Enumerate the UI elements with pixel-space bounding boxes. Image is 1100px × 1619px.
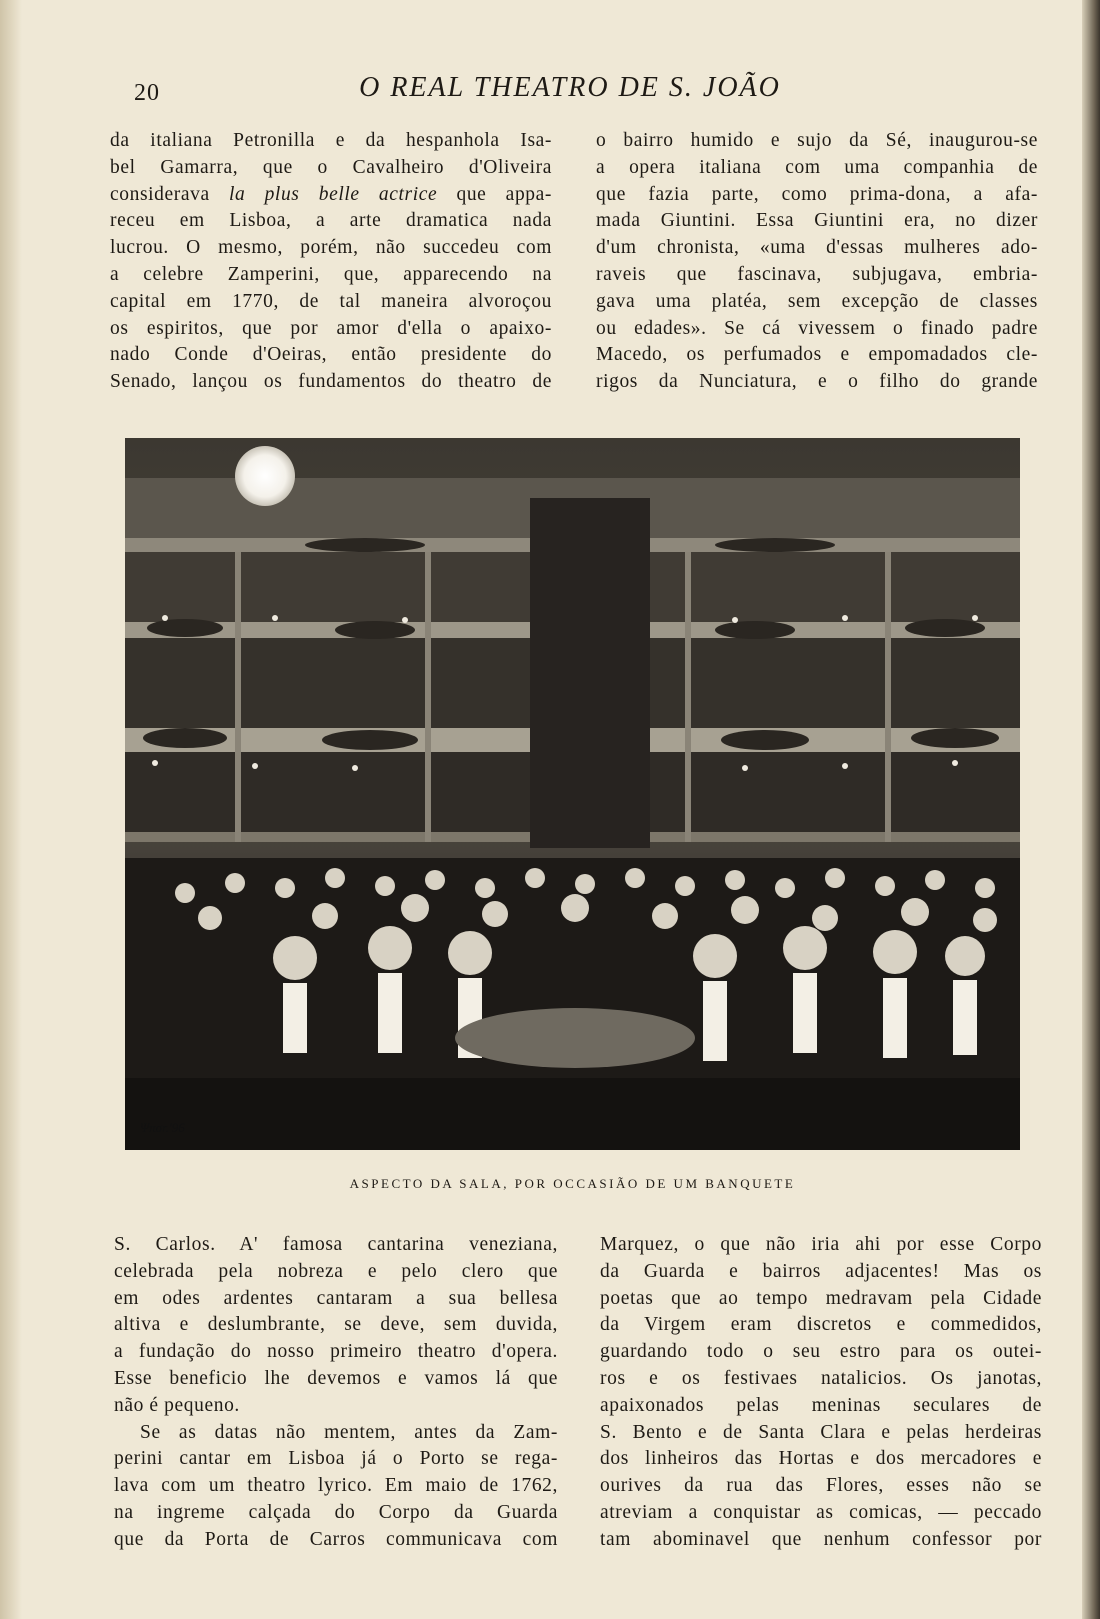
text-line: ourives da rua das Flores, esses não se [600, 1475, 1042, 1497]
text-line: bel Gamarra, que o Cavalheiro d'Oliveira [110, 156, 552, 178]
text-line: na ingreme calçada do Corpo da Guarda [114, 1501, 558, 1523]
text-line: em odes ardentes cantaram a sua bellesa [114, 1287, 558, 1309]
text-line: apaixonados pelas meninas seculares de [600, 1394, 1042, 1416]
text-line: Se as datas não mentem, antes da Zam- [140, 1421, 558, 1443]
text-line: não é pequeno. [114, 1394, 240, 1416]
text-line: que fazia parte, como prima-dona, a afa- [596, 183, 1038, 205]
text-line: os espiritos, que por amor d'ella o apaixo- [110, 317, 552, 339]
theatre-hall-illustration [125, 438, 1020, 1150]
text-line: ros e os festivaes natalicios. Os janotas, [600, 1367, 1042, 1389]
text-line: da Guarda e bairros adjacentes! Mas os [600, 1260, 1042, 1282]
top-right-column [596, 128, 1038, 396]
text-line: Esse beneficio lhe devemos e vamos lá que [114, 1367, 558, 1389]
running-title: O REAL THEATRO DE S. JOÃO [359, 72, 781, 103]
text-line: mada Giuntini. Essa Giuntini era, no dizer [596, 210, 1038, 232]
text-line: ou edades». Se cá vivessem o finado padre [596, 317, 1038, 339]
page-right-edge [1082, 0, 1100, 1619]
lamp-globe [235, 446, 295, 506]
text-line: capital em 1770, de tal maneira alvoroçou [110, 290, 552, 312]
text-line: Marquez, o que não iria ahi por esse Corpo [600, 1234, 1042, 1255]
text-line: celebrada pela nobreza e pelo clero que [114, 1260, 558, 1282]
text-line: da Virgem eram discretos e commedidos, [600, 1314, 1042, 1336]
text-line: S. Carlos. A' famosa cantarina veneziana, [114, 1234, 558, 1255]
photo-caption: ASPECTO DA SALA, POR OCCASIÃO DE UM BANQUETE [349, 1176, 796, 1191]
bottom-left-column [114, 1232, 558, 1554]
photographer-signature: Ψπσr.'96 [140, 1120, 185, 1135]
banquet-guests [125, 858, 1020, 1150]
text-line: tam abominavel que nenhum confessor por [600, 1528, 1042, 1550]
text-line: lucrou. O mesmo, porém, não succedeu com [110, 237, 552, 259]
text-line: d'um chronista, «uma d'essas mulheres ado- [596, 237, 1038, 259]
text-line: da italiana Petronilla e da hespanhola Isa- [110, 130, 552, 151]
bottom-right-column [600, 1232, 1042, 1554]
text-line: guardando todo o seu estro para os outei- [600, 1341, 1042, 1363]
text-line: atreviam a conquistar as comicas, — peccado [600, 1501, 1042, 1523]
text-line: dos linheiros das Hortas e dos mercadores e [600, 1448, 1042, 1470]
text-line: poetas que ao tempo medravam pela Cidade [600, 1287, 1042, 1309]
text-line: rigos da Nunciatura, e o filho do grande [596, 371, 1038, 393]
top-left-column [110, 128, 552, 396]
text-line: a celebre Zamperini, que, apparecendo na [110, 263, 552, 285]
text-line: a fundação do nosso primeiro theatro d'opera. [114, 1341, 558, 1363]
banquet-photograph [125, 438, 1020, 1150]
royal-box [530, 498, 650, 848]
text-line: raveis que fascinava, subjugava, embria- [596, 263, 1038, 285]
page-number: 20 [134, 80, 160, 106]
text-line: S. Bento e de Santa Clara e pelas herdeiras [600, 1421, 1042, 1443]
text-line: gava uma platéa, sem excepção de classes [596, 290, 1038, 312]
text-line: o bairro humido e sujo da Sé, inaugurou-se [596, 130, 1038, 151]
text-line: Macedo, os perfumados e empomadados cle- [596, 344, 1038, 366]
text-line: nado Conde d'Oeiras, então presidente do [110, 344, 552, 366]
text-line: altiva e deslumbrante, se deve, sem duvida, [114, 1314, 558, 1336]
text-line: a opera italiana com uma companhia de [596, 156, 1038, 178]
text-line: que da Porta de Carros communicava com [114, 1528, 558, 1550]
text-line: perini cantar em Lisboa já o Porto se rega- [114, 1448, 558, 1470]
text-line: lava com um theatro lyrico. Em maio de 1762, [114, 1475, 558, 1497]
page-binding-edge [0, 0, 22, 1619]
text-line: considerava la plus belle actrice que appa- [110, 183, 552, 205]
text-line: receu em Lisboa, a arte dramatica nada [110, 210, 552, 232]
text-line: Senado, lançou os fundamentos do theatro de [110, 371, 552, 393]
